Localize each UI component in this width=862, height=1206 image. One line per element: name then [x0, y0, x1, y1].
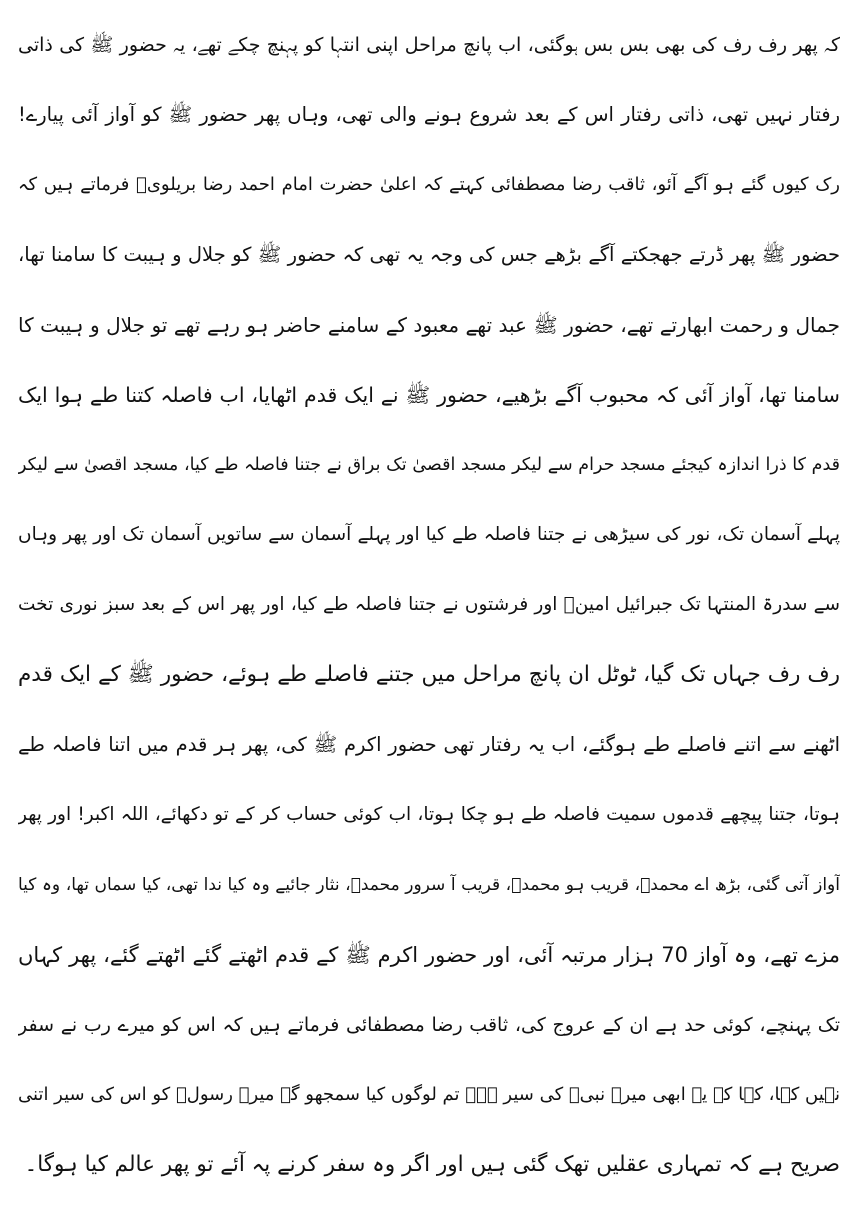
text-line: قدم کا ذرا اندازہ کیجئے مسجد حرام سے لیکر مسجد اقصیٰ تک براق نے جتنا فاصلہ طے کیا، مسجد اقصیٰ سے لیکر [18, 455, 840, 475]
text-line: پہلے آسمان تک، نور کی سیڑھی نے جتنا فاصلہ طے کیا اور پہلے آسمان سے ساتویں آسمان تک اور پھر وہاں [18, 524, 840, 545]
text-line: آواز آتی گئی، بڑھ اے محمدؐ، قریب ہو محمدؐ، قریب آ سرور محمدؐ، نثار جائیے وہ کیا ندا تھی، کیا سماں تھا، وہ کیا [18, 875, 840, 895]
text-line: حضور ﷺ پھر ڈرتے جھجکتے آگے بڑھے جس کی وجہ یہ تھی کہ حضور ﷺ کو جلال و ہیبت کا سامنا تھا، [18, 243, 840, 266]
text-line-last: صریح ہے کہ تمہاری عقلیں تھک گئی ہیں اور اگر وہ سفر کرنے پہ آئے تو پھر عالم کیا ہوگا۔ [24, 1152, 840, 1177]
text-line: رک کیوں گئے ہو آگے آئو، ثاقب رضا مصطفائی کہتے کہ اعلیٰ حضرت امام احمد رضا بریلویؒ فرماتے ہیں کہ [18, 174, 840, 195]
text-line: سے سدرۃ المنتہا تک جبرائیل امینؑ اور فرشتوں نے جتنا فاصلہ طے کیا، اور پھر اس کے بعد سبز نوری تخت [18, 594, 840, 615]
text-line: رف رف جہاں تک گیا، ٹوٹل ان پانچ مراحل میں جتنے فاصلے طے ہوئے، حضور ﷺ کے ایک قدم [18, 662, 840, 687]
text-line: رفتار نہیں تھی، ذاتی رفتار اس کے بعد شروع ہونے والی تھی، وہاں پھر حضور ﷺ کو آواز آئی پیارے! [18, 103, 840, 126]
text-line: نہیں کہا، کہا کہ یہ ابھی میرے نبیؐ کی سیر ہے۔ تم لوگوں کیا سمجھو گے میرے رسولؐ کو اس کی سیر اتنی [18, 1084, 840, 1105]
text-line: تک پہنچے، کوئی حد ہے ان کے عروج کی، ثاقب رضا مصطفائی فرماتے ہیں کہ اس کو میرے رب نے سفر [18, 1014, 840, 1036]
text-line: ہوتا، جتنا پیچھے قدموں سمیت فاصلہ طے ہو چکا ہوتا، اب کوئی حساب کر کے تو دکھائے، اللہ اکبر! اور پھر [18, 804, 840, 825]
text-line: کہ پھر رف رف کی بھی بس بس ہوگئی، اب پانچ مراحل اپنی انتہا کو پہنچ چکے تھے، یہ حضور ﷺ کی ذاتی [18, 34, 840, 56]
text-line: سامنا تھا، آواز آئی کہ محبوب آگے بڑھیے، حضور ﷺ نے ایک قدم اٹھایا، اب فاصلہ کتنا طے ہوا ایک [18, 383, 840, 407]
text-line: اٹھنے سے اتنے فاصلے طے ہوگئے، اب یہ رفتار تھی حضور اکرم ﷺ کی، پھر ہر قدم میں اتنا فاصلہ طے [18, 733, 840, 756]
text-line: جمال و رحمت ابھارتے تھے، حضور ﷺ عبد تھے معبود کے سامنے حاضر ہو رہے تھے تو جلال و ہیبت کا [18, 313, 840, 337]
text-line: مزے تھے، وہ آواز 70 ہزار مرتبہ آئی، اور حضور اکرم ﷺ کے قدم اٹھتے گئے اٹھتے گئے، پھر کہاں [18, 943, 840, 967]
